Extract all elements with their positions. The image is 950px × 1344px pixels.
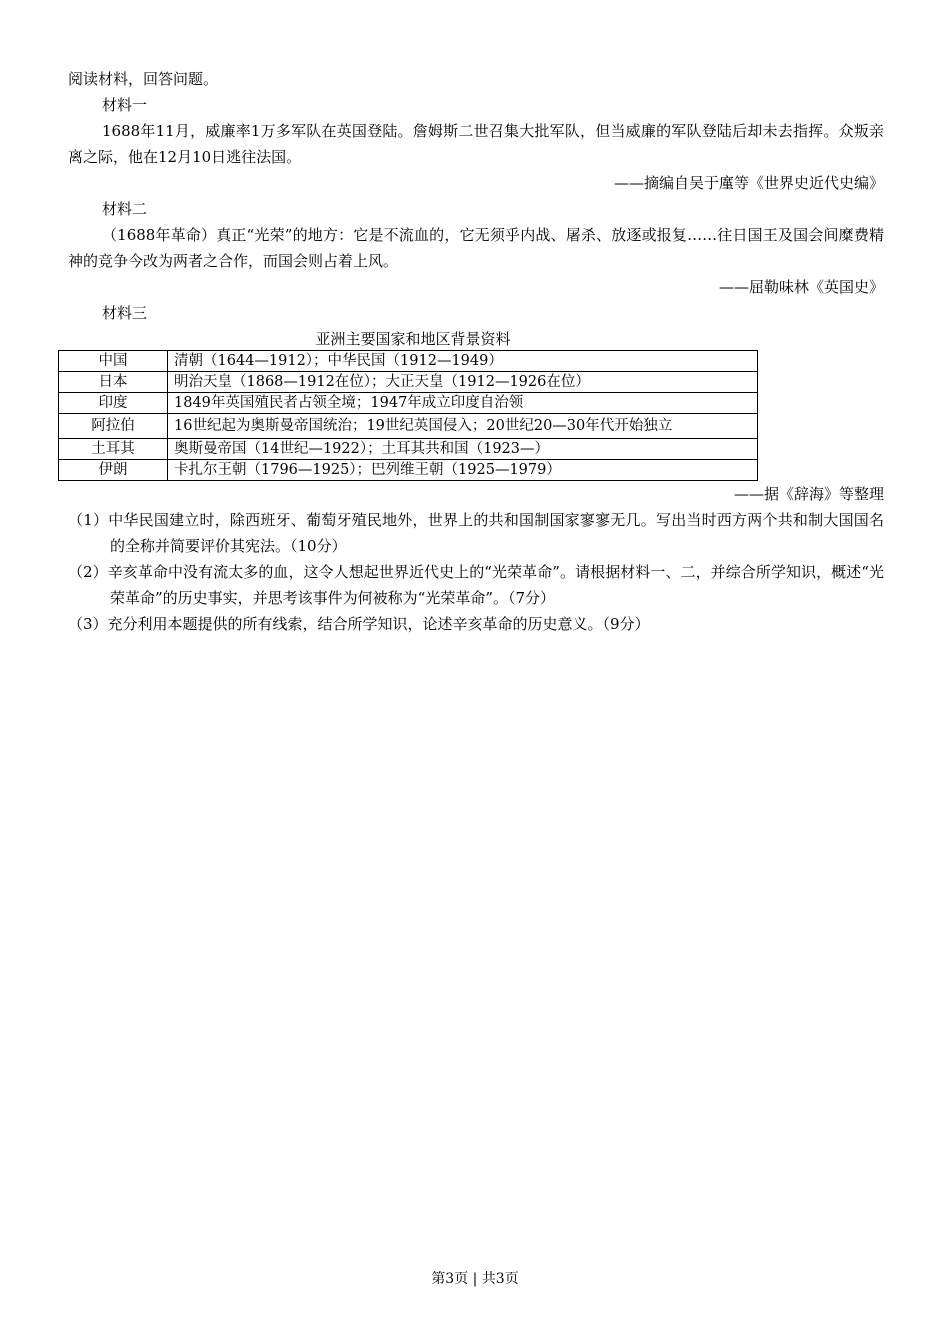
- table-cell-country: 伊朗: [59, 460, 168, 481]
- question-1: [68, 507, 884, 559]
- background-table: [58, 350, 758, 481]
- table-cell-country: 日本: [59, 372, 168, 393]
- question-text: 辛亥革命中没有流太多的血，这令人想起世界近代史上的“光荣革命”。请根据材料一、二，并综合所学知识，概述“光荣革命”的历史事实，并思考该事件为何被称为“光荣革命”。（7分）: [107, 563, 884, 607]
- table-row: [59, 414, 758, 439]
- material-1-text: 1688年11月，威廉率1万多军队在英国登陆。詹姆斯二世召集大批军队，但当威廉的军队登陆后却未去指挥。众叛亲离之际，他在12月10日逃往法国。: [68, 122, 884, 166]
- table-cell-info: 奥斯曼帝国（14世纪—1922）；土耳其共和国（1923—）: [168, 439, 758, 460]
- page-footer: 第3页 | 共3页: [431, 1271, 519, 1287]
- table-cell-info: 卡扎尔王朝（1796—1925）；巴列维王朝（1925—1979）: [168, 460, 758, 481]
- table-cell-info: 清朝（1644—1912）；中华民国（1912—1949）: [168, 351, 758, 372]
- intro-instruction: 阅读材料，回答问题。: [68, 70, 219, 88]
- table-cell-country: 印度: [59, 393, 168, 414]
- material-2-label: 材料二: [102, 200, 148, 218]
- table-cell-info: 16世纪起为奥斯曼帝国统治；19世纪英国侵入；20世纪20—30年代开始独立: [168, 414, 758, 439]
- table-cell-country: 土耳其: [59, 439, 168, 460]
- table-row: [59, 393, 758, 414]
- table-row: [59, 372, 758, 393]
- material-2-text: （1688年革命）真正“光荣”的地方：它是不流血的，它无须乎内战、屠杀、放逐或报复……往日国王及国会间糜费精神的竞争今改为两者之合作，而国会则占着上风。: [68, 226, 885, 270]
- table-row: [59, 439, 758, 460]
- table-row: [59, 351, 758, 372]
- table-cell-info: 1849年英国殖民者占领全境；1947年成立印度自治领: [168, 393, 758, 414]
- table-row: [59, 460, 758, 481]
- material-3-source: ——据《辞海》等整理: [733, 485, 884, 503]
- material-2-source: ——屈勒味林《英国史》: [718, 278, 884, 296]
- material-1-source: ——摘编自吴于廑等《世界史近代史编》: [613, 174, 884, 192]
- table-cell-country: 中国: [59, 351, 168, 372]
- question-3: [68, 611, 884, 637]
- question-2: [68, 559, 884, 611]
- material-1-label: 材料一: [102, 96, 148, 114]
- question-text: 充分利用本题提供的所有线索，结合所学知识，论述辛亥革命的历史意义。（9分）: [107, 615, 650, 633]
- table-cell-country: 阿拉伯: [59, 414, 168, 439]
- table-title: 亚洲主要国家和地区背景资料: [315, 330, 511, 348]
- document-body: [68, 66, 884, 637]
- table-cell-info: 明治天皇（1868—1912在位）；大正天皇（1912—1926在位）: [168, 372, 758, 393]
- question-number: （3）: [68, 615, 108, 633]
- material-3-label: 材料三: [102, 304, 148, 322]
- question-text: 中华民国建立时，除西班牙、葡萄牙殖民地外，世界上的共和国制国家寥寥无几。写出当时西方两个共和制大国国名的全称并简要评价其宪法。（10分）: [108, 511, 884, 555]
- question-number: （1）: [68, 511, 109, 529]
- question-number: （2）: [68, 563, 108, 581]
